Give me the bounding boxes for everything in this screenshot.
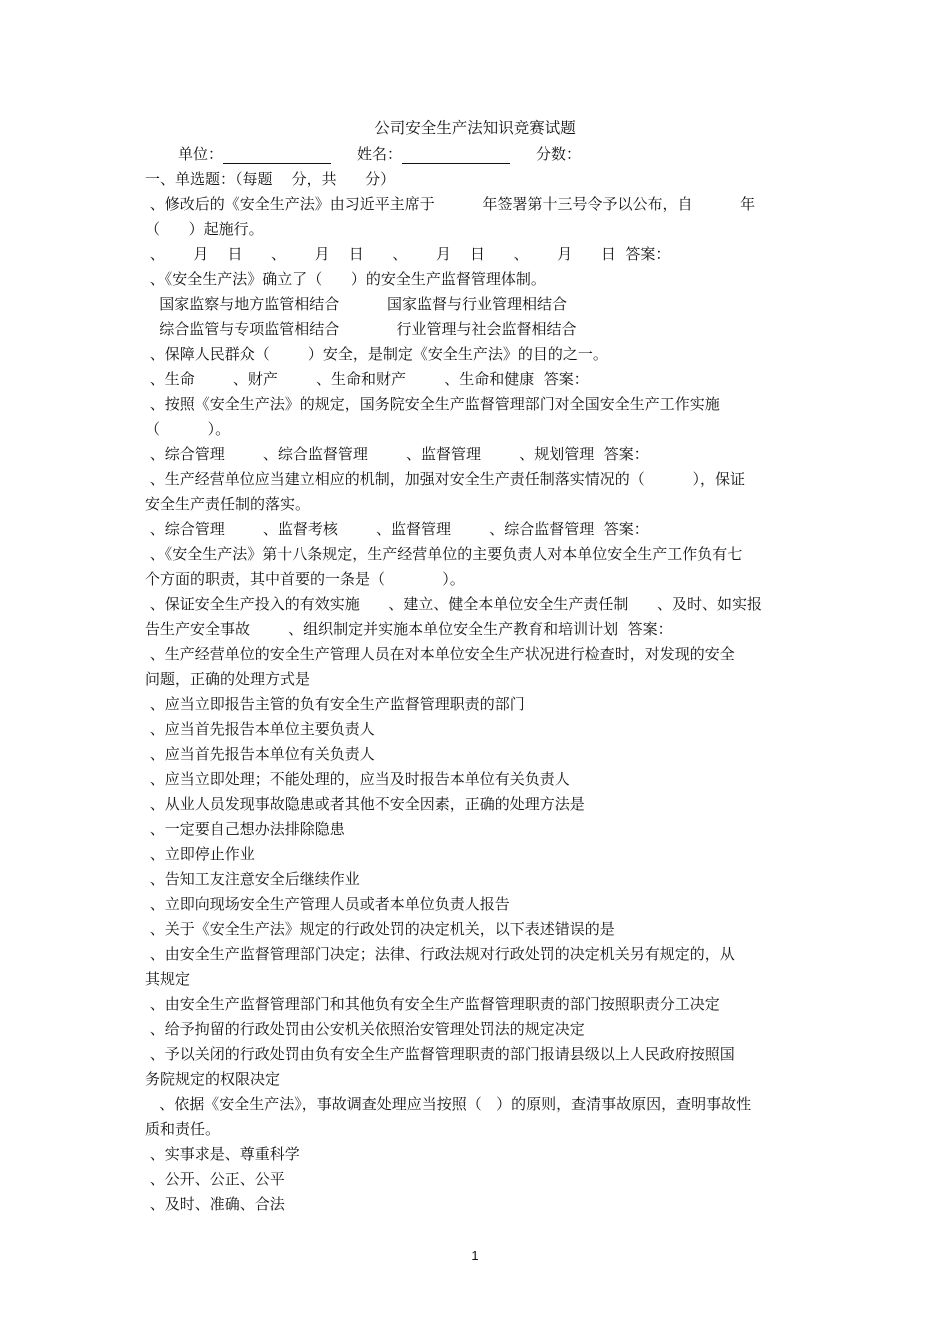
text-line: 告生产安全事故 、组织制定并实施本单位安全生产教育和培训计划 答案： [145,620,673,638]
text-line: 、告知工友注意安全后继续作业 [145,870,360,888]
text-line: 、应当立即处理；不能处理的，应当及时报告本单位有关负责人 [145,770,570,788]
text-line: 质和责任。 [145,1120,221,1138]
text-line: 、应当首先报告本单位有关负责人 [145,745,375,763]
score-label: 分数： [536,145,582,163]
text-line: 安全生产责任制的落实。 [145,495,311,513]
unit-label: 单位： [178,145,224,163]
text-line: 、保障人民群众（ ）安全，是制定《安全生产法》的目的之一。 [145,345,608,363]
text-line: 、生产经营单位应当建立相应的机制，加强对安全生产责任制落实情况的（ ），保证 [145,470,745,488]
text-line: 、 月 日 、 月 日 、 月 日 、 月 日 答案： [145,245,671,263]
header-fields [178,144,581,164]
text-line: 、由安全生产监督管理部门决定；法律、行政法规对行政处罚的决定机关另有规定的，从 [145,945,735,963]
text-line: 问题，正确的处理方式是 [145,670,311,688]
text-line: 综合监管与专项监管相结合 行业管理与社会监督相结合 [145,320,577,338]
text-line: 、《安全生产法》第十八条规定，生产经营单位的主要负责人对本单位安全生产工作负有七 [145,545,743,563]
text-line: 、按照《安全生产法》的规定，国务院安全生产监督管理部门对全国安全生产工作实施 [145,395,720,413]
text-line: 、及时、准确、合法 [145,1195,285,1213]
text-line: 、保证安全生产投入的有效实施 、建立、健全本单位安全生产责任制 、及时、如实报 [145,595,762,613]
text-line: 、应当立即报告主管的负有安全生产监督管理职责的部门 [145,695,525,713]
text-line: 、一定要自己想办法排除隐患 [145,820,345,838]
text-line: 、立即停止作业 [145,845,255,863]
text-line: 、综合管理 、监督考核 、监督管理 、综合监督管理 答案： [145,520,649,538]
text-line: 、《安全生产法》确立了（ ）的安全生产监督管理体制。 [145,270,546,288]
name-field[interactable] [402,147,510,164]
text-line: 、修改后的《安全生产法》由习近平主席于 年签署第十三号令予以公布，自 年 [145,195,756,213]
text-line: 、给予拘留的行政处罚由公安机关依照治安管理处罚法的规定决定 [145,1020,585,1038]
unit-field[interactable] [223,147,331,164]
text-line: （ ）。 [145,420,231,438]
text-line: 、综合管理 、综合监督管理 、监督管理 、规划管理 答案： [145,445,649,463]
text-line: 、立即向现场安全生产管理人员或者本单位负责人报告 [145,895,510,913]
text-line: 、生命 、财产 、生命和财产 、生命和健康 答案： [145,370,589,388]
page-number: 1 [471,1248,479,1263]
page-title: 公司安全生产法知识竞赛试题 [374,119,576,137]
text-line: 、公开、公正、公平 [145,1170,285,1188]
text-line: 、依据《安全生产法》，事故调查处理应当按照（ ）的原则，查清事故原因，查明事故性 [145,1095,752,1113]
text-line: 一、单选题：（每题 分，共 分） [145,170,396,188]
text-line: 、由安全生产监督管理部门和其他负有安全生产监督管理职责的部门按照职责分工决定 [145,995,720,1013]
name-label: 姓名： [357,145,403,163]
text-line: 、从业人员发现事故隐患或者其他不安全因素，正确的处理方法是 [145,795,585,813]
text-line: 、生产经营单位的安全生产管理人员在对本单位安全生产状况进行检查时，对发现的安全 [145,645,735,663]
text-line: 、予以关闭的行政处罚由负有安全生产监督管理职责的部门报请县级以上人民政府按照国 [145,1045,735,1063]
text-line: 务院规定的权限决定 [145,1070,281,1088]
text-line: 其规定 [145,970,191,988]
text-line: （ ）起施行。 [145,220,264,238]
text-line: 国家监察与地方监管相结合 国家监督与行业管理相结合 [145,295,567,313]
text-line: 、应当首先报告本单位主要负责人 [145,720,375,738]
text-line: 、实事求是、尊重科学 [145,1145,300,1163]
text-line: 、关于《安全生产法》规定的行政处罚的决定机关，以下表述错误的是 [145,920,615,938]
text-line: 个方面的职责，其中首要的一条是（ ）。 [145,570,465,588]
